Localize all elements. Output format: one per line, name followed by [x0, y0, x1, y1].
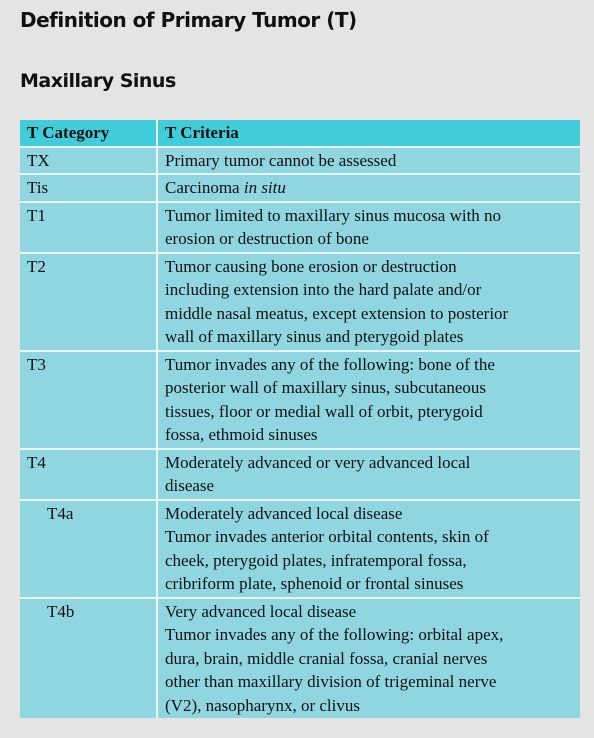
row-category: TX: [20, 148, 158, 174]
row-criteria: [158, 254, 580, 350]
row-criteria: [158, 450, 580, 499]
row-category: T3: [20, 352, 158, 448]
row-criteria: [158, 599, 580, 719]
criteria-line: including extension into the hard palate and/or: [165, 280, 482, 299]
criteria-line: [165, 176, 574, 200]
criteria-line: fossa, ethmoid sinuses: [165, 425, 318, 444]
criteria-line: Tumor invades anterior orbital contents, skin of: [165, 527, 489, 546]
criteria-line: Moderately advanced local disease: [165, 503, 403, 523]
table-row-tis: [20, 173, 580, 201]
criteria-line: erosion or destruction of bone: [165, 229, 369, 248]
row-criteria: [158, 175, 580, 201]
criteria-line: Moderately advanced or very advanced local: [165, 452, 471, 472]
criteria-line: Tumor causing bone erosion or destruction: [165, 256, 457, 276]
row-category: Tis: [20, 175, 158, 201]
criteria-line: cribriform plate, sphenoid or frontal sinuses: [165, 574, 464, 593]
criteria-line: tissues, floor or medial wall of orbit, pterygoid: [165, 401, 483, 421]
criteria-line: dura, brain, middle cranial fossa, cranial nerves: [165, 648, 488, 668]
row-category: T1: [20, 203, 158, 252]
criteria-line: wall of maxillary sinus and pterygoid plates: [165, 327, 464, 346]
table-row-t2: [20, 252, 580, 350]
row-criteria: [158, 148, 580, 174]
section-title: Maxillary Sinus: [20, 70, 176, 92]
row-criteria: [158, 501, 580, 597]
row-criteria: [158, 203, 580, 252]
criteria-line: cheek, pterygoid plates, infratemporal fossa,: [165, 550, 467, 570]
criteria-line: Tumor limited to maxillary sinus mucosa with no: [165, 205, 502, 225]
table-row-t1: [20, 201, 580, 252]
criteria-text: Carcinoma: [165, 178, 244, 197]
header-t-criteria: T Criteria: [165, 123, 239, 142]
page-title: Definition of Primary Tumor (T): [20, 8, 357, 32]
criteria-line: disease: [165, 476, 215, 495]
row-category: T4: [20, 450, 158, 499]
table-row-tx: [20, 146, 580, 174]
header-t-category: T Category: [20, 120, 158, 146]
criteria-line: Primary tumor cannot be assessed: [165, 150, 397, 170]
criteria-line: other than maxillary division of trigeminal nerve: [165, 672, 497, 691]
table-row-t4b: [20, 597, 580, 719]
row-criteria: [158, 352, 580, 448]
t-category-table: [20, 120, 580, 718]
table-row-t4a: [20, 499, 580, 597]
row-category: T4a: [20, 501, 158, 597]
row-category: T4b: [20, 599, 158, 719]
criteria-line: posterior wall of maxillary sinus, subcutaneous: [165, 378, 487, 397]
table-row-t4: [20, 448, 580, 499]
row-category: T2: [20, 254, 158, 350]
table-row-t3: [20, 350, 580, 448]
table-header-row: [20, 120, 580, 146]
criteria-line: (V2), nasopharynx, or clivus: [165, 695, 360, 715]
criteria-line: Tumor invades any of the following: orbital apex,: [165, 625, 504, 644]
criteria-italic-text: in situ: [243, 178, 286, 197]
criteria-line: middle nasal meatus, except extension to posterior: [165, 303, 509, 323]
criteria-line: Tumor invades any of the following: bone of the: [165, 354, 495, 374]
criteria-line: Very advanced local disease: [165, 601, 357, 621]
